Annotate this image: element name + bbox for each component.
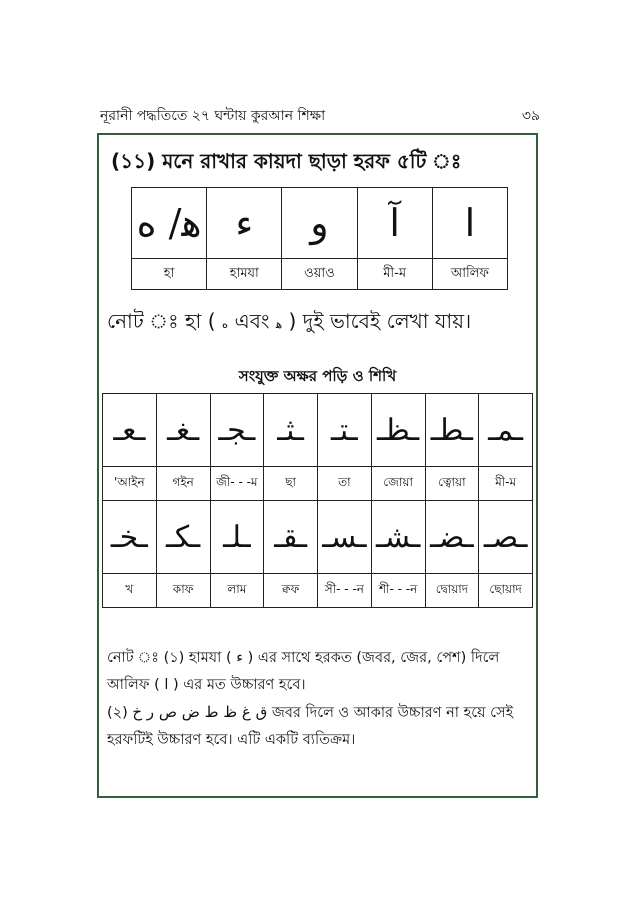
name-alif: আলিফ	[432, 259, 507, 290]
note1-ha-initial: ﻫ	[275, 317, 283, 331]
joined-letters-table	[102, 393, 533, 608]
glyph-waw: و	[282, 188, 357, 259]
joined-name: কাফ	[156, 574, 210, 608]
joined-letters-subtitle: সংযুক্ত অক্ষর পড়ি ও শিখি	[238, 367, 397, 385]
letter-glyph-row	[132, 188, 508, 259]
name-ha: হা	[132, 259, 207, 290]
glyph-alif: ا	[432, 188, 507, 259]
joined-glyph: ـتـ	[318, 394, 372, 467]
joined-name: গইন	[156, 467, 210, 501]
letter-name-row	[132, 259, 508, 290]
joined-glyph: ـضـ	[425, 501, 479, 574]
joined-name: ছা	[264, 467, 318, 501]
joined-name: ক্বফ	[264, 574, 318, 608]
joined-glyph: ـصـ	[479, 501, 533, 574]
note-ha-forms	[107, 307, 532, 340]
joined-glyph: ـشـ	[371, 501, 425, 574]
joined-name: ছোয়াদ	[479, 574, 533, 608]
joined-glyph-row-2	[103, 501, 533, 574]
note-line-3-text: জবর দিলে ও আকার উচ্চারণ না হয়ে সেই	[271, 705, 514, 721]
note1-suffix: ) দুই ভাবেই লেখা যায়।	[288, 309, 472, 333]
joined-name: জী- - -ম	[210, 467, 264, 501]
name-mim: মী-ম	[357, 259, 432, 290]
joined-glyph: ـكـ	[156, 501, 210, 574]
joined-glyph: ـجـ	[210, 394, 264, 467]
joined-name: খ	[103, 574, 157, 608]
joined-name: সী- - -ন	[318, 574, 372, 608]
name-waw: ওয়াও	[282, 259, 357, 290]
joined-glyph: ـثـ	[264, 394, 318, 467]
joined-name: শী- - -ন	[371, 574, 425, 608]
joined-glyph: ـلـ	[210, 501, 264, 574]
joined-glyph: ـعـ	[103, 394, 157, 467]
joined-name: তা	[318, 467, 372, 501]
joined-glyph: ـظـ	[371, 394, 425, 467]
book-title: নূরানী পদ্ধতিতে ২৭ ঘন্টায় কুরআন শিক্ষা	[100, 108, 326, 124]
joined-glyph: ـطـ	[425, 394, 479, 467]
note1-prefix: নোট ঃ হা (	[107, 309, 216, 333]
joined-glyph: ـغـ	[156, 394, 210, 467]
joined-glyph: ـقـ	[264, 501, 318, 574]
page-header	[100, 104, 540, 126]
joined-glyph: ـسـ	[318, 501, 372, 574]
note-line-4: হরফটিই উচ্চারণ হবে। এটি একটি ব্যতিক্রম।	[107, 732, 356, 748]
joined-glyph: ـخـ	[103, 501, 157, 574]
letter-table	[131, 187, 508, 290]
joined-name: ত্বোয়া	[425, 467, 479, 501]
glyph-ha: ﻫ/ ه	[132, 188, 207, 259]
joined-name: মী-ম	[479, 467, 533, 501]
joined-glyph-row-1	[103, 394, 533, 467]
glyph-hamza: ء	[207, 188, 282, 259]
section-title: (১১) মনে রাখার কায়দা ছাড়া হরফ ৫টি ঃ	[111, 149, 462, 173]
note-line-1: নোট ঃ (১) হামযা ( ء ) এর সাথে হরকত (জবর, জের, পেশ) দিলে	[107, 650, 500, 666]
note-line-2: আলিফ ( ا ) এর মত উচ্চারণ হবে।	[107, 677, 306, 693]
note-line-3-arabic: ق غ ظ ط ض ص ر خ	[132, 703, 268, 721]
note-line-3	[107, 699, 532, 727]
joined-name: 'আইন	[103, 467, 157, 501]
joined-name-row-1	[103, 467, 533, 501]
joined-glyph: ـمـ	[479, 394, 533, 467]
joined-name: লাম	[210, 574, 264, 608]
glyph-alif-madda: آ	[357, 188, 432, 259]
joined-name-row-2	[103, 574, 533, 608]
note1-and: এবং	[234, 309, 270, 333]
note1-ha-isolated: ه	[221, 317, 229, 331]
joined-name: জোয়া	[371, 467, 425, 501]
page-number: ৩৯	[521, 108, 540, 124]
note-line-3-number: (২)	[107, 705, 128, 721]
notes-section	[107, 645, 532, 754]
content-frame	[97, 133, 538, 798]
joined-name: দ্বোয়াদ	[425, 574, 479, 608]
name-hamza: হামযা	[207, 259, 282, 290]
